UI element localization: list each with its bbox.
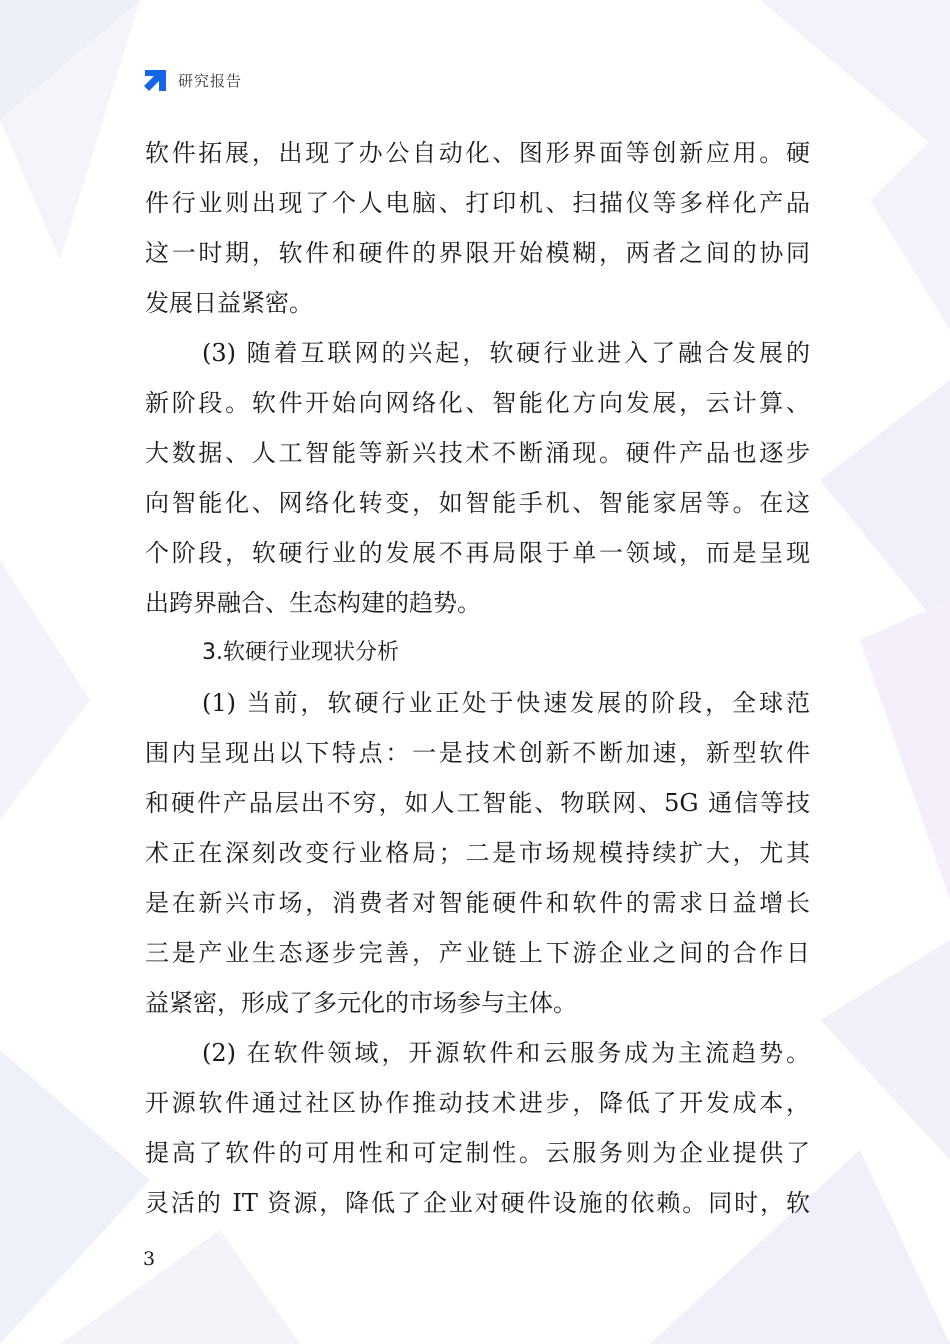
text-line: 术正在深刻改变行业格局；二是市场规模持续扩大，尤其 xyxy=(145,839,810,867)
text-line: 这一时期，软件和硬件的界限开始模糊，两者之间的协同 xyxy=(145,239,810,267)
text-line: (1) 当前，软硬行业正处于快速发展的阶段，全球范 xyxy=(202,689,810,717)
text-line: 件行业则出现了个人电脑、打印机、扫描仪等多样化产品 xyxy=(145,189,810,217)
report-header xyxy=(143,67,242,93)
text-line: 向智能化、网络化转变，如智能手机、智能家居等。在这 xyxy=(145,489,810,517)
text-line: 灵活的 IT 资源，降低了企业对硬件设施的依赖。同时，软 xyxy=(145,1189,810,1217)
text-line: 新阶段。软件开始向网络化、智能化方向发展，云计算、 xyxy=(145,389,810,417)
text-line: 提高了软件的可用性和可定制性。云服务则为企业提供了 xyxy=(145,1139,810,1167)
text-line: 软件拓展，出现了办公自动化、图形界面等创新应用。硬 xyxy=(145,139,810,167)
document-body xyxy=(145,128,810,1228)
text-line: 出跨界融合、生态构建的趋势。 xyxy=(145,589,481,617)
text-line: 个阶段，软硬行业的发展不再局限于单一领域，而是呈现 xyxy=(145,539,810,567)
text-line: 开源软件通过社区协作推动技术进步，降低了开发成本， xyxy=(145,1089,810,1117)
text-line: 益紧密，形成了多元化的市场参与主体。 xyxy=(145,989,577,1017)
text-line: 三是产业生态逐步完善，产业链上下游企业之间的合作日 xyxy=(145,939,810,967)
text-line: (2) 在软件领域，开源软件和云服务成为主流趋势。 xyxy=(202,1039,810,1067)
text-line: 大数据、人工智能等新兴技术不断涌现。硬件产品也逐步 xyxy=(145,439,810,467)
section-heading: 3.软硬行业现状分析 xyxy=(202,640,399,665)
page-number: 3 xyxy=(143,1248,156,1270)
text-line: 发展日益紧密。 xyxy=(145,289,313,317)
header-title: 研究报告 xyxy=(178,71,243,90)
text-line: 是在新兴市场，消费者对智能硬件和软件的需求日益增长 xyxy=(145,889,810,917)
text-line: 围内呈现出以下特点：一是技术创新不断加速，新型软件 xyxy=(145,739,810,767)
text-line: 和硬件产品层出不穷，如人工智能、物联网、5G 通信等技 xyxy=(145,789,810,817)
text-line: (3) 随着互联网的兴起，软硬行业进入了融合发展的 xyxy=(202,339,810,367)
arrow-up-right-icon xyxy=(143,67,169,93)
